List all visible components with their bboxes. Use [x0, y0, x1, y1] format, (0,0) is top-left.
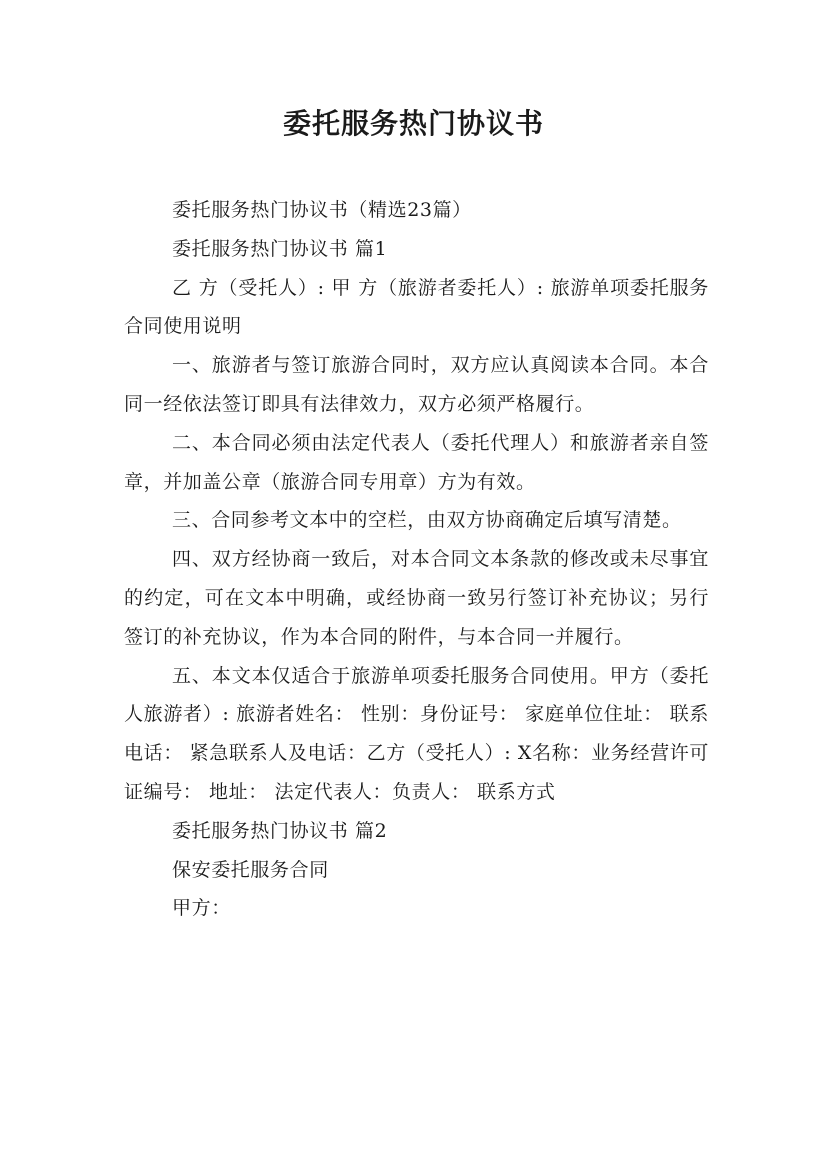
paragraph-section-heading-2: 委托服务热门协议书 篇2 — [172, 819, 388, 842]
paragraph-subtitle: 委托服务热门协议书（精选23篇） — [172, 199, 472, 221]
paragraph-parties-intro: 乙 方（受托人）: 甲 方（旅游者委托人）: 旅游单项委托服务合同使用说明 — [124, 276, 709, 338]
document-title: 委托服务热门协议书 — [282, 107, 544, 140]
paragraph-clause-5: 五、本文本仅适合于旅游单项委托服务合同使用。甲方（委托人旅游者）: 旅游者姓名： 性别：身份证号： 家庭单位住址： 联系电话： 紧急联系人及电话：乙方（受托人）: X名称：业务经营许可证编号： 地址： 法定代表人：负责人： 联系方式 — [124, 664, 709, 803]
paragraph-party-a: 甲方： — [172, 897, 231, 920]
paragraph-contract-name: 保安委托服务合同 — [172, 858, 329, 881]
paragraph-clause-2: 二、本合同必须由法定代表人（委托代理人）和旅游者亲自签章，并加盖公章（旅游合同专用章）方为有效。 — [124, 431, 709, 493]
document-body — [124, 191, 709, 928]
paragraph-clause-4: 四、双方经协商一致后，对本合同文本条款的修改或未尽事宜的约定，可在文本中明确，或经协商一致另行签订补充协议；另行签订的补充协议，作为本合同的附件，与本合同一并履行。 — [124, 548, 709, 648]
paragraph-clause-1: 一、旅游者与签订旅游合同时，双方应认真阅读本合同。本合同一经依法签订即具有法律效力，双方必须严格履行。 — [124, 354, 709, 415]
paragraph-section-heading-1: 委托服务热门协议书 篇1 — [172, 237, 388, 260]
paragraph-clause-3: 三、合同参考文本中的空栏，由双方协商确定后填写清楚。 — [172, 509, 682, 532]
